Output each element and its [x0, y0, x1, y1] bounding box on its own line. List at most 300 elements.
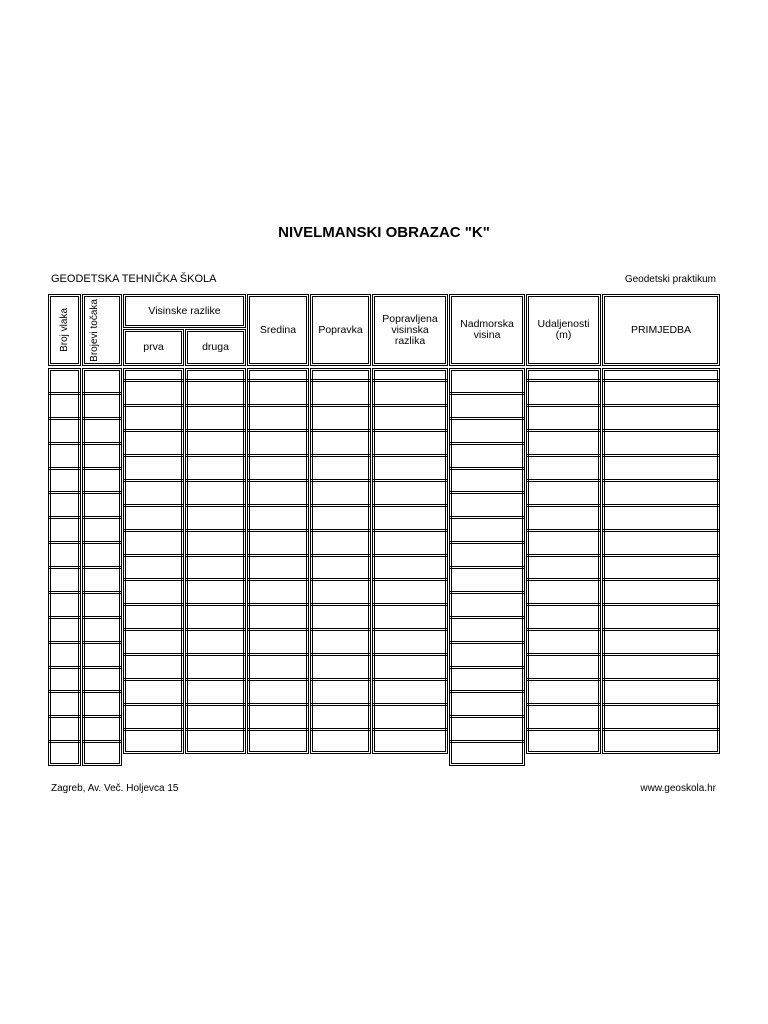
table-row-line — [310, 605, 371, 606]
table-row-line — [247, 479, 309, 480]
table-row-line — [82, 493, 122, 494]
table-row-line — [602, 429, 720, 430]
header-nadmorska-visina: Nadmorska visina — [449, 294, 525, 366]
table-row-line — [372, 653, 448, 654]
table-row-line — [48, 690, 81, 691]
table-row-line — [526, 603, 601, 604]
table-row-line — [602, 379, 720, 380]
table-row-line — [48, 417, 81, 418]
table-row-line — [602, 678, 720, 679]
table-row-line — [123, 605, 184, 606]
table-row-line — [602, 381, 720, 382]
table-row-line — [602, 680, 720, 681]
table-row-line — [602, 481, 720, 482]
table-row-line — [247, 653, 309, 654]
table-row-line — [82, 740, 122, 741]
table-row-line — [526, 628, 601, 629]
header-brojevi-tocaka: Brojevi točaka — [82, 294, 122, 366]
table-row-line — [526, 406, 601, 407]
table-row-line — [247, 381, 309, 382]
table-column-inner-border — [374, 370, 446, 752]
table-row-line — [82, 643, 122, 644]
table-row-line — [526, 705, 601, 706]
table-row-line — [82, 417, 122, 418]
table-row-line — [372, 655, 448, 656]
table-column-inner-border — [187, 370, 244, 752]
table-row-line — [602, 628, 720, 629]
table-row-line — [526, 728, 601, 729]
table-row-line — [449, 692, 525, 693]
table-row-line — [372, 556, 448, 557]
table-row-line — [526, 556, 601, 557]
table-row-line — [48, 643, 81, 644]
table-row-line — [48, 566, 81, 567]
table-row-line — [247, 703, 309, 704]
table-row-line — [449, 394, 525, 395]
table-row-line — [310, 580, 371, 581]
table-row-line — [123, 504, 184, 505]
table-row-line — [82, 467, 122, 468]
table-row-line — [449, 715, 525, 716]
table-row-line — [48, 442, 81, 443]
table-row-line — [526, 678, 601, 679]
table-row-line — [372, 454, 448, 455]
table-row-line — [247, 578, 309, 579]
table-row-line — [310, 554, 371, 555]
table-row-line — [48, 742, 81, 743]
table-row-line — [247, 379, 309, 380]
table-row-line — [123, 603, 184, 604]
table-row-line — [602, 479, 720, 480]
table-row-line — [185, 578, 246, 579]
table-column-inner-border — [312, 370, 369, 752]
table-row-line — [449, 568, 525, 569]
table-row-line — [310, 429, 371, 430]
table-row-line — [247, 630, 309, 631]
table-row-line — [310, 531, 371, 532]
table-row-line — [123, 628, 184, 629]
table-column-inner-border — [249, 370, 307, 752]
table-row-line — [310, 479, 371, 480]
table-row-line — [526, 379, 601, 380]
header-broj-vlaka: Broj vlaka — [48, 294, 81, 366]
table-column-inner-border — [125, 370, 182, 752]
table-row-line — [449, 643, 525, 644]
table-row-line — [310, 454, 371, 455]
table-row-line — [185, 603, 246, 604]
table-row-line — [526, 504, 601, 505]
table-row-line — [82, 715, 122, 716]
table-row-line — [310, 456, 371, 457]
table-row-line — [247, 529, 309, 530]
table-row-line — [82, 717, 122, 718]
table-row-line — [247, 705, 309, 706]
table-row-line — [185, 554, 246, 555]
table-row-line — [526, 580, 601, 581]
table-row-line — [372, 730, 448, 731]
table-row-line — [48, 618, 81, 619]
table-row-line — [123, 429, 184, 430]
table-row-line — [247, 531, 309, 532]
table-row-line — [602, 556, 720, 557]
table-row-line — [310, 578, 371, 579]
table-column-inner-border — [84, 370, 120, 764]
table-row-line — [247, 580, 309, 581]
table-row-line — [185, 678, 246, 679]
table-row-line — [449, 690, 525, 691]
table-column-inner-border — [528, 370, 599, 752]
table-row-line — [602, 630, 720, 631]
table-row-line — [185, 406, 246, 407]
table-row-line — [310, 506, 371, 507]
table-row-line — [602, 456, 720, 457]
table-row-line — [372, 406, 448, 407]
table-row-line — [602, 703, 720, 704]
table-row-line — [310, 728, 371, 729]
footer-address: Zagreb, Av. Več. Holjevca 15 — [51, 783, 179, 794]
table-row-line — [449, 593, 525, 594]
table-row-line — [48, 568, 81, 569]
table-row-line — [372, 506, 448, 507]
table-row-line — [123, 580, 184, 581]
table-row-line — [247, 655, 309, 656]
table-row-line — [372, 529, 448, 530]
table-row-line — [247, 454, 309, 455]
table-row-line — [123, 678, 184, 679]
table-row-line — [526, 554, 601, 555]
table-row-line — [48, 444, 81, 445]
table-row-line — [123, 381, 184, 382]
table-row-line — [247, 481, 309, 482]
table-row-line — [526, 506, 601, 507]
table-row-line — [123, 454, 184, 455]
table-row-line — [82, 568, 122, 569]
table-row-line — [123, 531, 184, 532]
table-row-line — [48, 419, 81, 420]
table-row-line — [526, 703, 601, 704]
table-row-line — [310, 529, 371, 530]
table-row-line — [82, 516, 122, 517]
table-row-line — [185, 730, 246, 731]
table-row-line — [48, 469, 81, 470]
table-row-line — [526, 605, 601, 606]
table-row-line — [310, 705, 371, 706]
table-row-line — [526, 730, 601, 731]
table-row-line — [310, 653, 371, 654]
table-row-line — [526, 680, 601, 681]
table-row-line — [185, 605, 246, 606]
header-visinske-razlike: Visinske razlike — [123, 294, 246, 328]
table-row-line — [602, 705, 720, 706]
table-row-line — [449, 543, 525, 544]
table-row-line — [247, 406, 309, 407]
table-row-line — [185, 454, 246, 455]
table-row-line — [372, 379, 448, 380]
table-row-line — [82, 618, 122, 619]
table-row-line — [602, 404, 720, 405]
table-row-line — [82, 444, 122, 445]
table-row-line — [82, 742, 122, 743]
table-row-line — [602, 730, 720, 731]
table-column-inner-border — [451, 370, 523, 764]
table-row-line — [372, 703, 448, 704]
table-row-line — [48, 516, 81, 517]
table-row-line — [372, 603, 448, 604]
table-row-line — [449, 616, 525, 617]
table-row-line — [310, 678, 371, 679]
table-row-line — [82, 394, 122, 395]
table-row-line — [48, 467, 81, 468]
table-row-line — [526, 404, 601, 405]
table-row-line — [123, 431, 184, 432]
table-row-line — [82, 543, 122, 544]
table-row-line — [82, 593, 122, 594]
table-row-line — [602, 531, 720, 532]
footer-website: www.geoskola.hr — [640, 783, 716, 794]
table-row-line — [449, 419, 525, 420]
table-row-line — [123, 703, 184, 704]
table-row-line — [310, 404, 371, 405]
table-row-line — [247, 728, 309, 729]
table-row-line — [185, 479, 246, 480]
table-row-line — [310, 379, 371, 380]
table-row-line — [185, 456, 246, 457]
table-row-line — [123, 379, 184, 380]
table-row-line — [185, 429, 246, 430]
table-row-line — [185, 556, 246, 557]
table-row-line — [247, 605, 309, 606]
table-row-line — [48, 493, 81, 494]
table-row-line — [185, 531, 246, 532]
table-row-line — [123, 578, 184, 579]
header-popravka: Popravka — [310, 294, 371, 366]
table-row-line — [48, 692, 81, 693]
table-row-line — [123, 630, 184, 631]
table-row-line — [247, 678, 309, 679]
subject-name: Geodetski praktikum — [624, 274, 716, 285]
table-row-line — [82, 518, 122, 519]
table-row-line — [602, 454, 720, 455]
table-row-line — [449, 668, 525, 669]
header-udaljenosti: Udaljenosti (m) — [526, 294, 601, 366]
table-row-line — [185, 431, 246, 432]
table-row-line — [185, 506, 246, 507]
table-row-line — [449, 444, 525, 445]
table-row-line — [449, 518, 525, 519]
table-row-line — [48, 394, 81, 395]
table-row-line — [185, 529, 246, 530]
table-row-line — [82, 566, 122, 567]
table-row-line — [82, 442, 122, 443]
table-row-line — [185, 580, 246, 581]
table-row-line — [123, 506, 184, 507]
table-row-line — [123, 479, 184, 480]
table-row-line — [526, 481, 601, 482]
table-row-line — [82, 469, 122, 470]
table-row-line — [247, 554, 309, 555]
table-row-line — [247, 556, 309, 557]
table-row-line — [310, 680, 371, 681]
table-row-line — [602, 506, 720, 507]
table-row-line — [123, 529, 184, 530]
table-row-line — [449, 717, 525, 718]
table-row-line — [372, 381, 448, 382]
table-row-line — [48, 392, 81, 393]
table-row-line — [123, 730, 184, 731]
table-row-line — [310, 703, 371, 704]
table-row-line — [602, 653, 720, 654]
table-row-line — [449, 666, 525, 667]
table-column-inner-border — [50, 370, 79, 764]
table-row-line — [449, 541, 525, 542]
table-row-line — [526, 454, 601, 455]
table-row-line — [123, 406, 184, 407]
table-row-line — [48, 715, 81, 716]
table-row-line — [185, 655, 246, 656]
table-row-line — [247, 506, 309, 507]
table-row-line — [526, 529, 601, 530]
table-row-line — [449, 641, 525, 642]
table-row-line — [247, 730, 309, 731]
table-row-line — [602, 406, 720, 407]
table-row-line — [247, 504, 309, 505]
table-row-line — [185, 705, 246, 706]
table-row-line — [82, 591, 122, 592]
table-row-line — [82, 668, 122, 669]
table-row-line — [526, 431, 601, 432]
table-row-line — [310, 504, 371, 505]
table-row-line — [602, 529, 720, 530]
table-row-line — [247, 456, 309, 457]
table-row-line — [82, 541, 122, 542]
table-row-line — [48, 717, 81, 718]
table-row-line — [48, 593, 81, 594]
table-row-line — [123, 728, 184, 729]
table-row-line — [82, 692, 122, 693]
table-row-line — [123, 404, 184, 405]
table-row-line — [123, 680, 184, 681]
table-row-line — [602, 655, 720, 656]
table-row-line — [449, 469, 525, 470]
table-row-line — [48, 541, 81, 542]
table-row-line — [449, 392, 525, 393]
table-row-line — [185, 481, 246, 482]
table-row-line — [310, 406, 371, 407]
table-row-line — [82, 616, 122, 617]
table-row-line — [48, 641, 81, 642]
table-row-line — [48, 518, 81, 519]
table-row-line — [185, 379, 246, 380]
table-row-line — [82, 392, 122, 393]
table-row-line — [48, 666, 81, 667]
table-row-line — [526, 531, 601, 532]
table-row-line — [123, 456, 184, 457]
table-row-line — [526, 655, 601, 656]
table-row-line — [310, 556, 371, 557]
table-row-line — [82, 491, 122, 492]
table-row-line — [526, 429, 601, 430]
table-row-line — [48, 543, 81, 544]
table-row-line — [185, 680, 246, 681]
table-row-line — [48, 740, 81, 741]
table-row-line — [247, 431, 309, 432]
table-row-line — [372, 680, 448, 681]
table-row-line — [602, 605, 720, 606]
table-row-line — [247, 628, 309, 629]
table-row-line — [602, 554, 720, 555]
table-row-line — [602, 578, 720, 579]
table-row-line — [48, 491, 81, 492]
table-row-line — [372, 580, 448, 581]
table-row-line — [310, 730, 371, 731]
table-row-line — [185, 728, 246, 729]
table-row-line — [82, 419, 122, 420]
table-row-line — [602, 603, 720, 604]
header-sredina: Sredina — [247, 294, 309, 366]
table-row-line — [247, 680, 309, 681]
table-row-line — [372, 431, 448, 432]
table-row-line — [449, 742, 525, 743]
table-row-line — [602, 580, 720, 581]
header-primjedba: PRIMJEDBA — [602, 294, 720, 366]
table-row-line — [372, 481, 448, 482]
table-row-line — [526, 578, 601, 579]
table-row-line — [449, 417, 525, 418]
table-row-line — [48, 616, 81, 617]
table-row-line — [247, 404, 309, 405]
table-row-line — [449, 591, 525, 592]
table-row-line — [123, 705, 184, 706]
table-row-line — [449, 467, 525, 468]
table-row-line — [526, 653, 601, 654]
table-row-line — [526, 479, 601, 480]
table-row-line — [372, 728, 448, 729]
school-name: GEODETSKA TEHNIČKA ŠKOLA — [51, 273, 217, 285]
table-row-line — [185, 628, 246, 629]
table-row-line — [526, 456, 601, 457]
table-row-line — [185, 703, 246, 704]
table-row-line — [372, 429, 448, 430]
table-row-line — [185, 653, 246, 654]
table-row-line — [602, 504, 720, 505]
table-row-line — [185, 381, 246, 382]
table-row-line — [123, 554, 184, 555]
table-row-line — [372, 456, 448, 457]
table-row-line — [310, 431, 371, 432]
table-row-line — [82, 690, 122, 691]
header-prva: prva — [123, 329, 184, 366]
table-row-line — [247, 429, 309, 430]
table-row-line — [372, 630, 448, 631]
table-row-line — [372, 605, 448, 606]
table-column-inner-border — [604, 370, 718, 752]
table-row-line — [185, 504, 246, 505]
table-row-line — [310, 630, 371, 631]
table-row-line — [123, 653, 184, 654]
table-row-line — [247, 603, 309, 604]
table-row-line — [372, 678, 448, 679]
table-row-line — [449, 493, 525, 494]
table-row-line — [310, 481, 371, 482]
table-row-line — [372, 554, 448, 555]
header-druga: druga — [185, 329, 246, 366]
table-row-line — [372, 404, 448, 405]
table-row-line — [82, 641, 122, 642]
page-title: NIVELMANSKI OBRAZAC "K" — [278, 224, 490, 241]
table-row-line — [602, 728, 720, 729]
table-row-line — [602, 431, 720, 432]
table-row-line — [82, 666, 122, 667]
